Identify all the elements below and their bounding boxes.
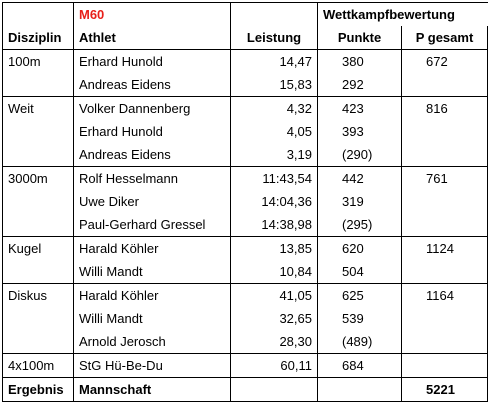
header-row [3,26,488,50]
points-cell: 393 [318,120,402,143]
empty-cell [402,120,488,143]
results-table-wrapper [2,2,488,402]
table-row [3,190,488,213]
result-cell: 11:43,54 [231,167,318,191]
result-cell: 60,11 [231,354,318,378]
athlete-cell: Willi Mandt [74,307,231,330]
discipline-cell: Weit [3,97,74,121]
athlete-cell: Arnold Jerosch [74,330,231,354]
empty-cell [402,73,488,97]
summary-row [3,378,488,402]
athlete-cell: Harald Köhler [74,237,231,261]
summary-label: Ergebnis [3,378,74,402]
athlete-cell: Rolf Hesselmann [74,167,231,191]
empty-cell [402,213,488,237]
grand-total: 5221 [402,378,488,402]
empty-cell [231,3,318,27]
points-cell: (295) [318,213,402,237]
group-total-cell: 1164 [402,284,488,308]
points-cell: 319 [318,190,402,213]
group-total-cell [402,354,488,378]
table-row [3,260,488,284]
result-cell: 15,83 [231,73,318,97]
discipline-cell: Kugel [3,237,74,261]
points-cell: 380 [318,50,402,74]
athlete-cell: Volker Dannenberg [74,97,231,121]
empty-cell [318,378,402,402]
table-row [3,143,488,167]
points-cell: (489) [318,330,402,354]
athlete-cell: Uwe Diker [74,190,231,213]
empty-cell [3,143,74,167]
points-cell: 620 [318,237,402,261]
points-cell: 292 [318,73,402,97]
table-row [3,284,488,308]
points-cell: 423 [318,97,402,121]
empty-cell [3,260,74,284]
team-label: Mannschaft [74,378,231,402]
athlete-header: Athlet [74,26,231,50]
result-cell: 3,19 [231,143,318,167]
empty-cell [3,120,74,143]
athlete-cell: Andreas Eidens [74,143,231,167]
table-row [3,97,488,121]
result-cell: 28,30 [231,330,318,354]
result-cell: 32,65 [231,307,318,330]
points-cell: 539 [318,307,402,330]
discipline-cell: 3000m [3,167,74,191]
empty-cell [402,143,488,167]
group-total-cell: 1124 [402,237,488,261]
empty-cell [402,190,488,213]
points-cell: (290) [318,143,402,167]
discipline-cell: 100m [3,50,74,74]
table-row [3,307,488,330]
result-cell: 41,05 [231,284,318,308]
empty-cell [402,307,488,330]
group-total-cell: 672 [402,50,488,74]
empty-cell [3,3,74,27]
table-row [3,50,488,74]
total-header: P gesamt [402,26,488,50]
empty-cell [402,260,488,284]
table-row [3,120,488,143]
discipline-cell: Diskus [3,284,74,308]
result-cell: 14:38,98 [231,213,318,237]
athlete-cell: Willi Mandt [74,260,231,284]
table-row [3,354,488,378]
title-row [3,3,488,27]
result-header: Leistung [231,26,318,50]
points-cell: 442 [318,167,402,191]
table-row [3,73,488,97]
results-table [2,2,488,402]
table-row [3,213,488,237]
empty-cell [3,307,74,330]
evaluation-header: Wettkampfbewertung [318,3,488,27]
points-cell: 504 [318,260,402,284]
result-cell: 13,85 [231,237,318,261]
result-cell: 4,05 [231,120,318,143]
empty-cell [231,378,318,402]
athlete-cell: Andreas Eidens [74,73,231,97]
result-cell: 14,47 [231,50,318,74]
points-cell: 625 [318,284,402,308]
table-row [3,330,488,354]
athlete-cell: Harald Köhler [74,284,231,308]
athlete-cell: Erhard Hunold [74,120,231,143]
points-header: Punkte [318,26,402,50]
empty-cell [3,73,74,97]
table-row [3,167,488,191]
category-label: M60 [74,3,231,27]
table-row [3,237,488,261]
discipline-cell: 4x100m [3,354,74,378]
empty-cell [3,190,74,213]
empty-cell [3,213,74,237]
empty-cell [3,330,74,354]
athlete-cell: Erhard Hunold [74,50,231,74]
discipline-header: Disziplin [3,26,74,50]
points-cell: 684 [318,354,402,378]
group-total-cell: 761 [402,167,488,191]
athlete-cell: StG Hü-Be-Du [74,354,231,378]
result-cell: 4,32 [231,97,318,121]
athlete-cell: Paul-Gerhard Gressel [74,213,231,237]
result-cell: 10,84 [231,260,318,284]
group-total-cell: 816 [402,97,488,121]
result-cell: 14:04,36 [231,190,318,213]
empty-cell [402,330,488,354]
